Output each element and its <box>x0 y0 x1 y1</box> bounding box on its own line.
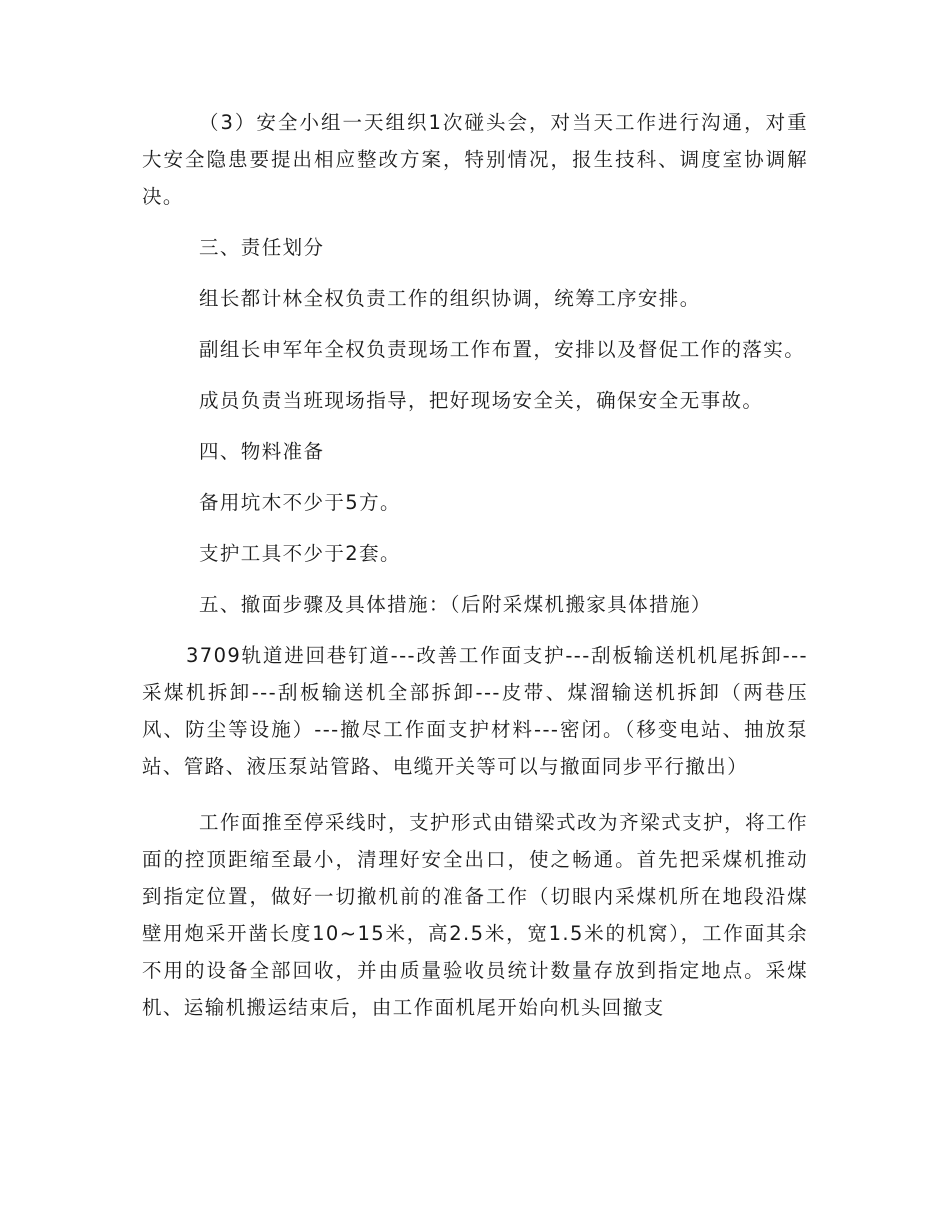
paragraph-team-leader: 组长都计林全权负责工作的组织协调，统筹工序安排。 <box>199 287 701 310</box>
paragraph-withdrawal-sequence: 3709轨道进回巷钉道---改善工作面支护---刮板输送机机尾拆卸---采煤机拆卸---刮板输送机全部拆卸---皮带、煤溜输送机拆卸（两巷压风、防尘等设施）---撤尽工作面支护材料---密闭。（移变电站、抽放泵站、管路、液压泵站管路、电缆开关等可以与撤面同步平行撤出） <box>142 644 808 778</box>
paragraph-members: 成员负责当班现场指导，把好现场安全关，确保安全无事故。 <box>199 389 764 412</box>
heading-responsibility-division: 三、责任划分 <box>199 236 325 259</box>
paragraph-spare-timber: 备用坑木不少于5方。 <box>199 491 401 514</box>
paragraph-support-tools: 支护工具不少于2套。 <box>199 542 401 565</box>
paragraph-safety-meeting: （3）安全小组一天组织1次碰头会，对当天工作进行沟通，对重大安全隐患要提出相应整改方案，特别情况，报生技科、调度室协调解决。 <box>142 111 808 208</box>
heading-withdrawal-steps: 五、撤面步骤及具体措施：（后附采煤机搬家具体措施） <box>199 593 712 616</box>
paragraph-working-face-procedure: 工作面推至停采线时，支护形式由错梁式改为齐梁式支护，将工作面的控顶距缩至最小，清理好安全出口，使之畅通。首先把采煤机推动到指定位置，做好一切撤机前的准备工作（切眼内采煤机所在地段沿煤壁用炮采开凿长度10~15米，高2.5米，宽1.5米的机窝），工作面其余不用的设备全部回收，并由质量验收员统计数量存放到指定地点。采煤机、运输机搬运结束后，由工作面机尾开始向机头回撤支 <box>142 811 808 1019</box>
paragraph-deputy-leader: 副组长申军年全权负责现场工作布置，安排以及督促工作的落实。 <box>199 338 806 361</box>
heading-material-preparation: 四、物料准备 <box>199 440 325 463</box>
document-body <box>142 104 808 1026</box>
